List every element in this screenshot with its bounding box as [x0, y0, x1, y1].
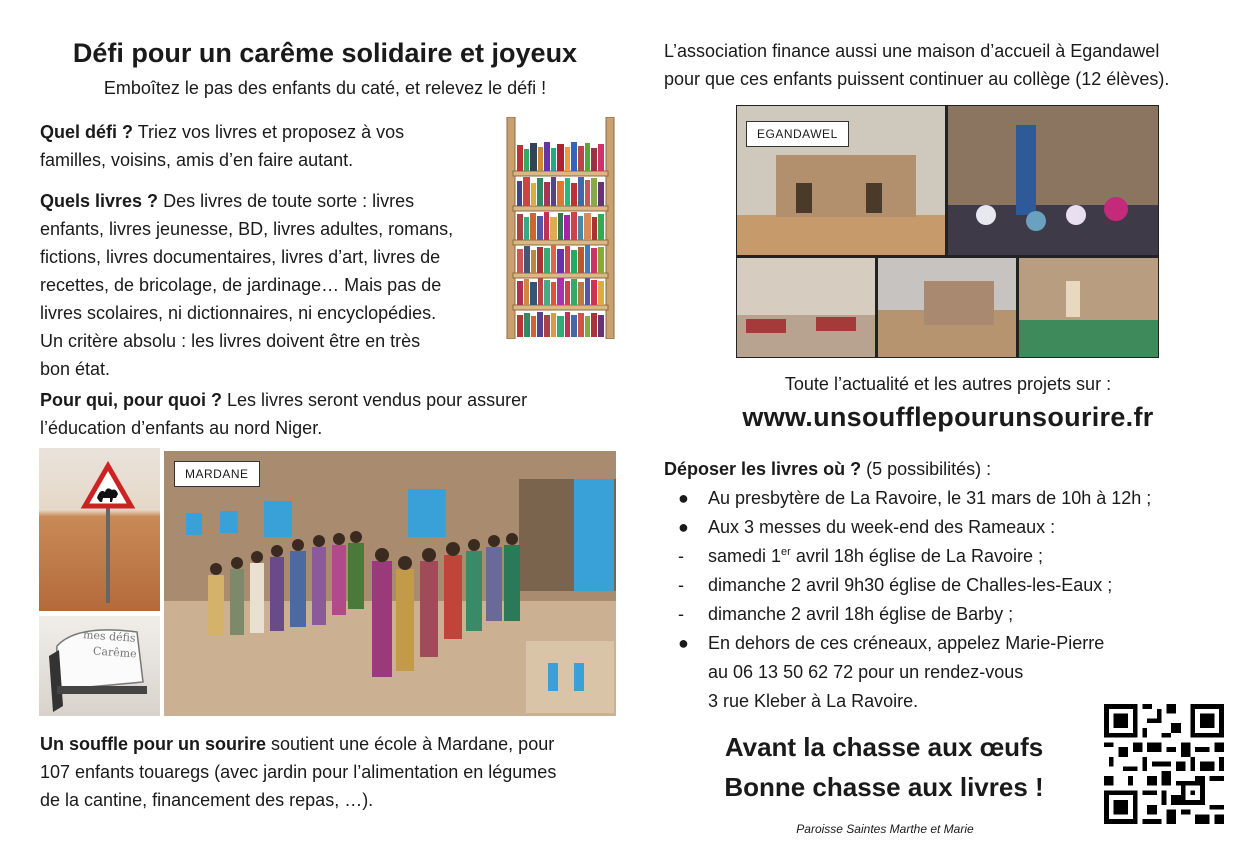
list-item: - dimanche 2 avril 9h30 église de Challes-les-Eaux ;: [678, 575, 1113, 595]
list-item: - dimanche 2 avril 18h église de Barby ;: [678, 604, 1014, 624]
association-name: Un souffle pour un sourire: [40, 734, 267, 754]
news-line: Toute l’actualité et les autres projets sur :: [784, 374, 1112, 394]
closing-line-2: Bonne chasse aux livres !: [724, 772, 1044, 802]
question-purpose: Pour qui, pour quoi ? Les livres seront vendus pour assurer l’éducation d’enfants au nord Niger.: [40, 390, 528, 438]
question-challenge-label: Quel défi ?: [40, 122, 134, 142]
mardane-school-photo: [164, 451, 616, 716]
list-item: au 06 13 50 62 72 pour un rendez-vous: [708, 662, 1024, 682]
bookshelf-illustration: [503, 117, 618, 339]
list-item: 3 rue Kleber à La Ravoire.: [708, 691, 919, 711]
deposit-heading: Déposer les livres où ? (5 possibilités) :: [664, 459, 992, 479]
egandawel-intro: L’association finance aussi une maison d’accueil à Egandawel pour que ces enfants puissent continuer au collège (12 élèves).: [664, 41, 1170, 89]
box-label-line2: Carême: [92, 644, 138, 661]
mardane-photo-label: MARDANE: [174, 461, 260, 487]
lent-challenge-box-photo: [39, 616, 160, 716]
list-item: ● Aux 3 messes du week-end des Rameaux :: [678, 517, 1056, 537]
egandawel-photo-label: EGANDAWEL: [746, 121, 849, 147]
question-challenge: Quel défi ? Triez vos livres et proposez à vos familles, voisins, amis d’en faire autant.: [40, 122, 405, 170]
question-books: Quels livres ? Des livres de toute sorte : livres enfants, livres jeunesse, BD, livres adultes, romans, fictions, livres documentaires, livres d’art, livres de recettes, de bricolage, de jardinage… Mais pas de livres scolaires, ni dictionnaires, ni encyclopédies. Un critère absolu : les livres doivent être en très bon état.: [40, 191, 454, 379]
closing-line-1: Avant la chasse aux œufs: [724, 732, 1044, 762]
list-item: ● En dehors de ces créneaux, appelez Marie-Pierre: [678, 633, 1105, 653]
association-paragraph: Un souffle pour un sourire soutient une école à Mardane, pour 107 enfants touaregs (avec jardin pour l’alimentation en légumes de la cantine, financement des repas, …).: [40, 734, 557, 810]
website-link[interactable]: www.unsoufflepourunsourire.fr: [742, 402, 1154, 432]
question-books-label: Quels livres ?: [40, 191, 159, 211]
list-item: - samedi 1er avril 18h église de La Ravoire ;: [678, 546, 1043, 566]
list-item: ● Au presbytère de La Ravoire, le 31 mars de 10h à 12h ;: [678, 488, 1152, 508]
page-title: Défi pour un carême solidaire et joyeux: [72, 38, 578, 68]
egandawel-photo-collage: [736, 105, 1159, 358]
camel-sign-photo: [39, 448, 160, 611]
page-subtitle: Emboîtez le pas des enfants du caté, et relevez le défi !: [103, 78, 547, 98]
question-purpose-label: Pour qui, pour quoi ?: [40, 390, 222, 410]
parish-signature: Paroisse Saintes Marthe et Marie: [796, 822, 974, 836]
box-label-line1: mes défis: [82, 628, 137, 645]
qr-code-icon[interactable]: [1104, 704, 1224, 824]
deposit-heading-label: Déposer les livres où ?: [664, 459, 862, 479]
deposit-list: [672, 484, 1151, 716]
